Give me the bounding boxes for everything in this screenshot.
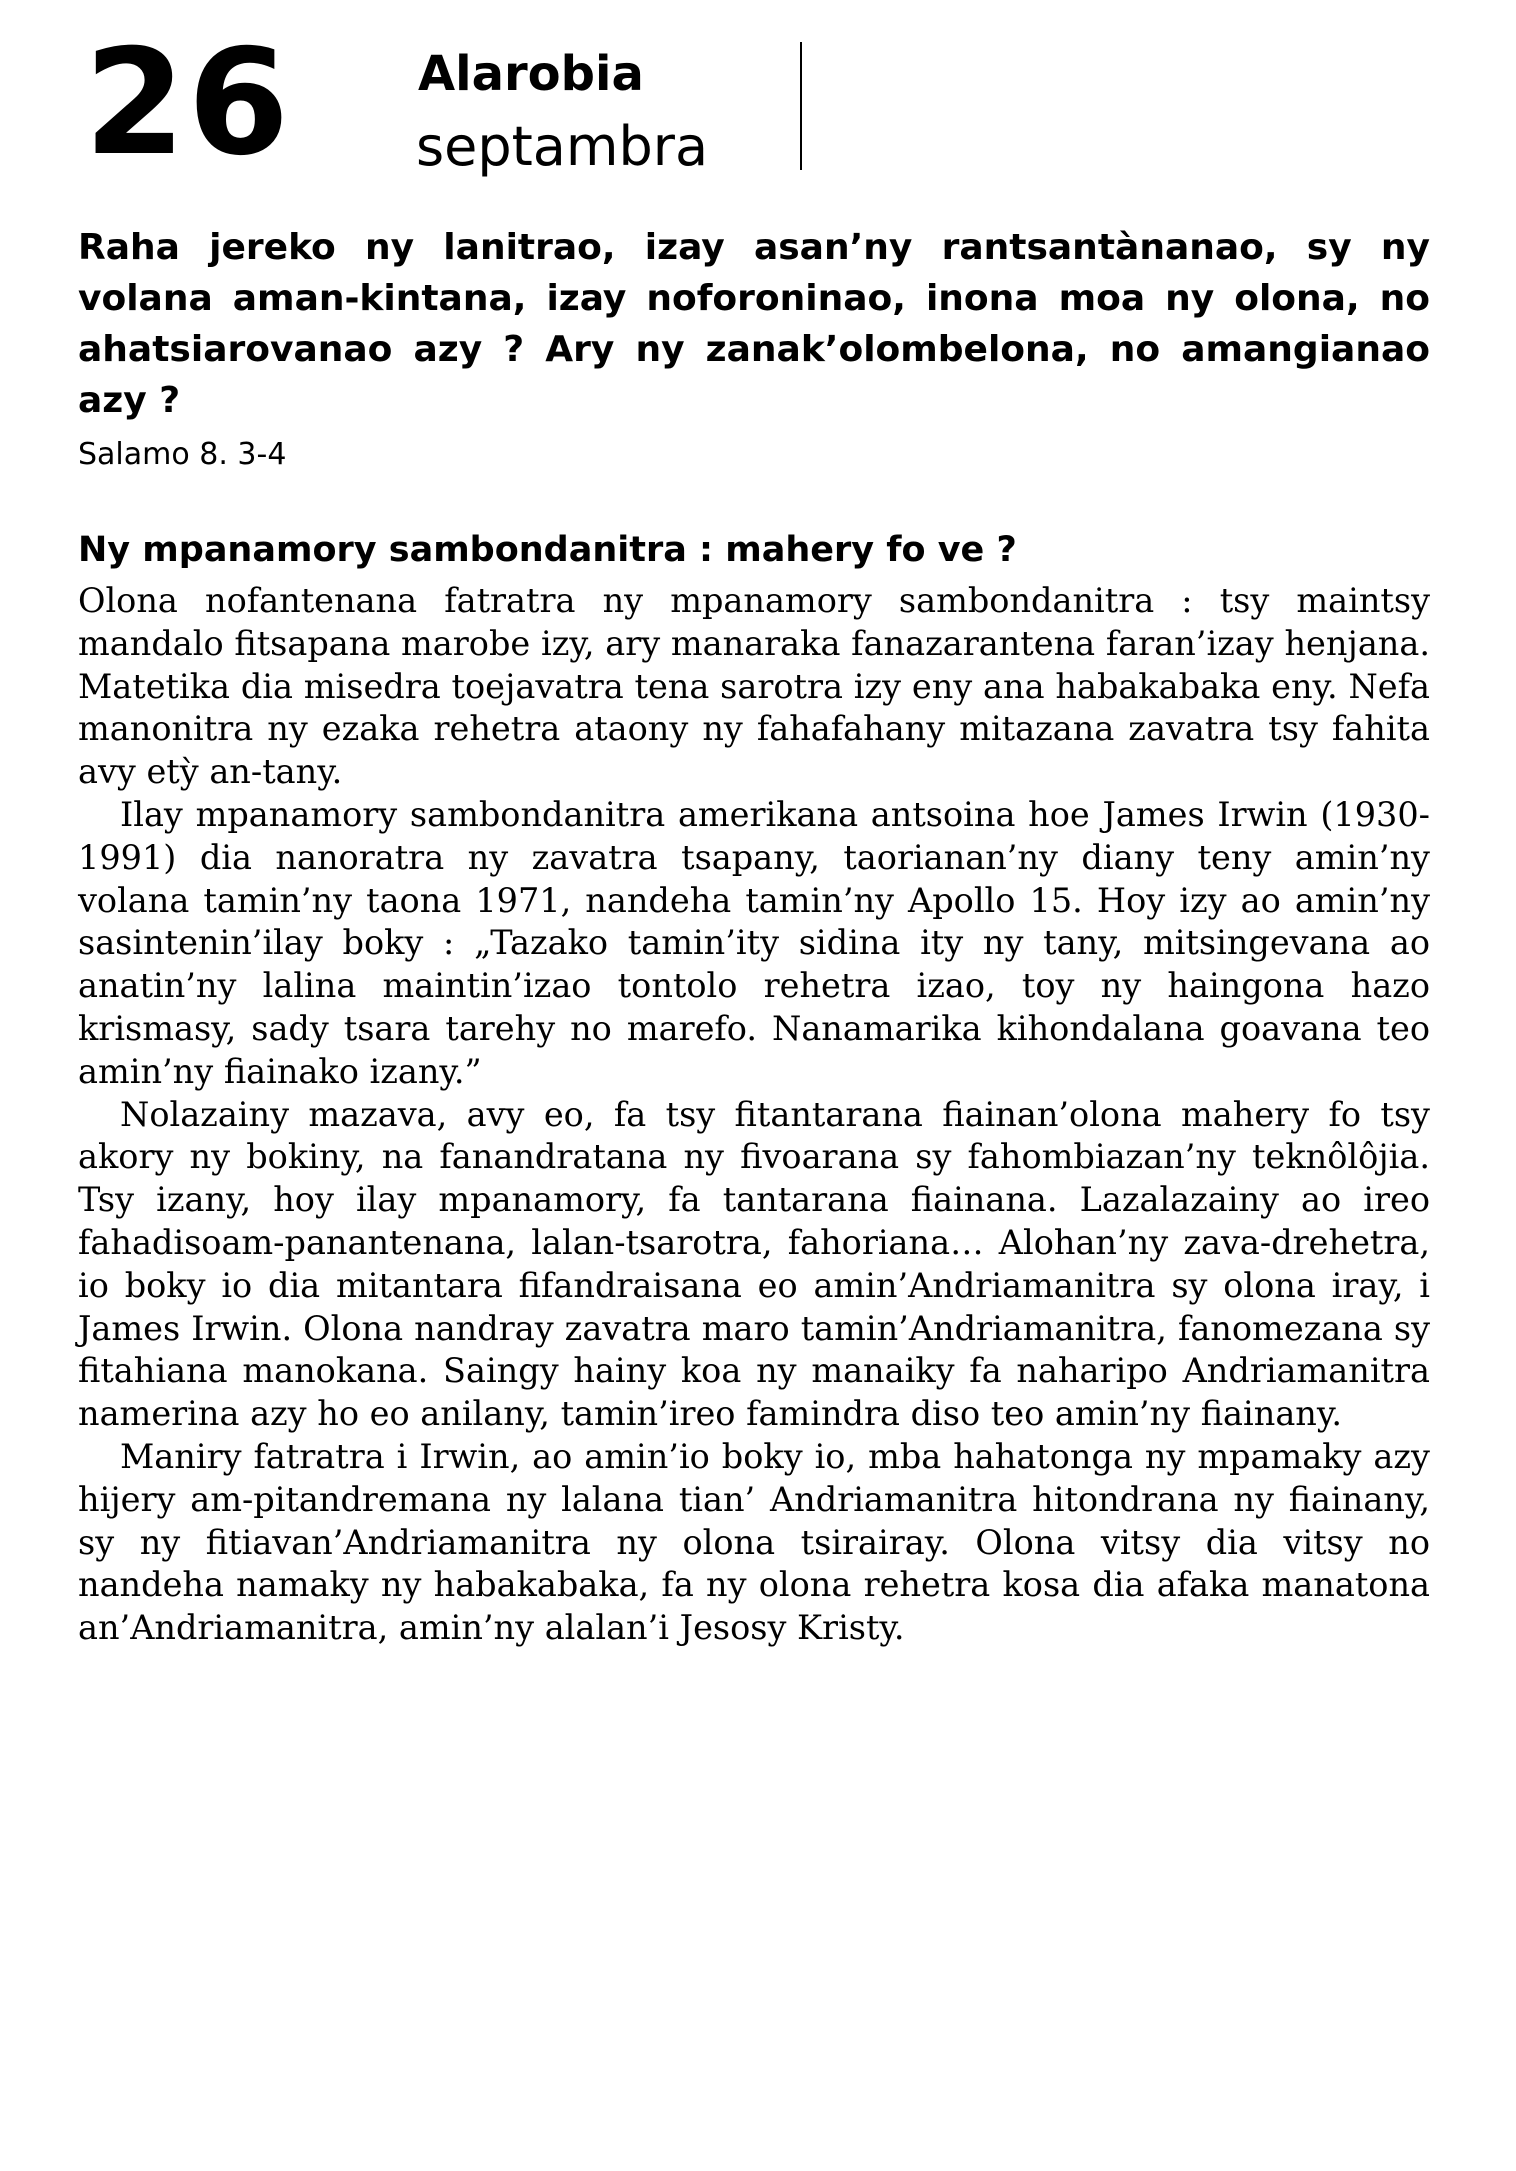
day-number: 26: [84, 18, 292, 188]
weekday-label: Alarobia: [418, 46, 644, 102]
header-divider: [800, 42, 802, 170]
daily-verse: Raha jereko ny lanitrao, izay asan’ny rantsantànanao, sy ny volana aman-kintana, izay noforoninao, inona moa ny olona, no ahatsiarovanao azy ? Ary ny zanak’olombelona, no amangianao azy ?: [78, 227, 1430, 421]
month-label: septambra: [416, 115, 709, 178]
article-body: [78, 580, 1430, 1650]
article-title: Ny mpanamory sambondanitra : mahery fo ve ?: [78, 530, 1017, 570]
paragraph: Maniry fatratra i Irwin, ao amin’io boky io, mba hahatonga ny mpamaky azy hijery am-pitandremana ny lalana tian’ Andriamanitra hitondrana ny fiainany, sy ny fitiavan’Andriamanitra ny olona tsirairay. Olona vitsy dia vitsy no nandeha namaky ny habakabaka, fa ny olona rehetra kosa dia afaka manatona an’Andriamanitra, amin’ny alalan’i Jesosy Kristy.: [78, 1436, 1430, 1648]
verse-reference: Salamo 8. 3-4: [78, 437, 287, 472]
paragraph: Ilay mpanamory sambondanitra amerikana antsoina hoe James Irwin (1930-1991) dia nanoratra ny zavatra tsapany, taorianan’ny diany teny amin’ny volana tamin’ny taona 1971, nandeha tamin’ny Apollo 15. Hoy izy ao amin’ny sasintenin’ilay boky : „Tazako tamin’ity sidina ity ny tany, mitsingevana ao anatin’ny lalina maintin’izao tontolo rehetra izao, toy ny haingona hazo krismasy, sady tsara tarehy no marefo. Nanamarika kihondalana goavana teo amin’ny fiainako izany.”: [78, 794, 1430, 1091]
paragraph: Olona nofantenana fatratra ny mpanamory sambondanitra : tsy maintsy mandalo fitsapana marobe izy, ary manaraka fanazarantena faran’izay henjana. Matetika dia misedra toejavatra tena sarotra izy eny ana habakabaka eny. Nefa manonitra ny ezaka rehetra ataony ny fahafahany mitazana zavatra tsy fahita avy etỳ an-tany.: [78, 581, 1430, 792]
paragraph: Nolazainy mazava, avy eo, fa tsy fitantarana fiainan’olona mahery fo tsy akory ny bokiny, na fanandratana ny fivoarana sy fahombiazan’ny teknôlôjia. Tsy izany, hoy ilay mpanamory, fa tantarana fiainana. Lazalazainy ao ireo fahadisoam-panantenana, lalan-tsarotra, fahoriana… Alohan’ny zava-drehetra, io boky io dia mitantara fifandraisana eo amin’Andriamanitra sy olona iray, i James Irwin. Olona nandray zavatra maro tamin’Andriamanitra, fanomezana sy fitahiana manokana. Saingy hainy koa ny manaiky fa naharipo Andriamanitra namerina azy ho eo anilany, tamin’ireo famindra diso teo amin’ny fiainany.: [78, 1094, 1430, 1434]
